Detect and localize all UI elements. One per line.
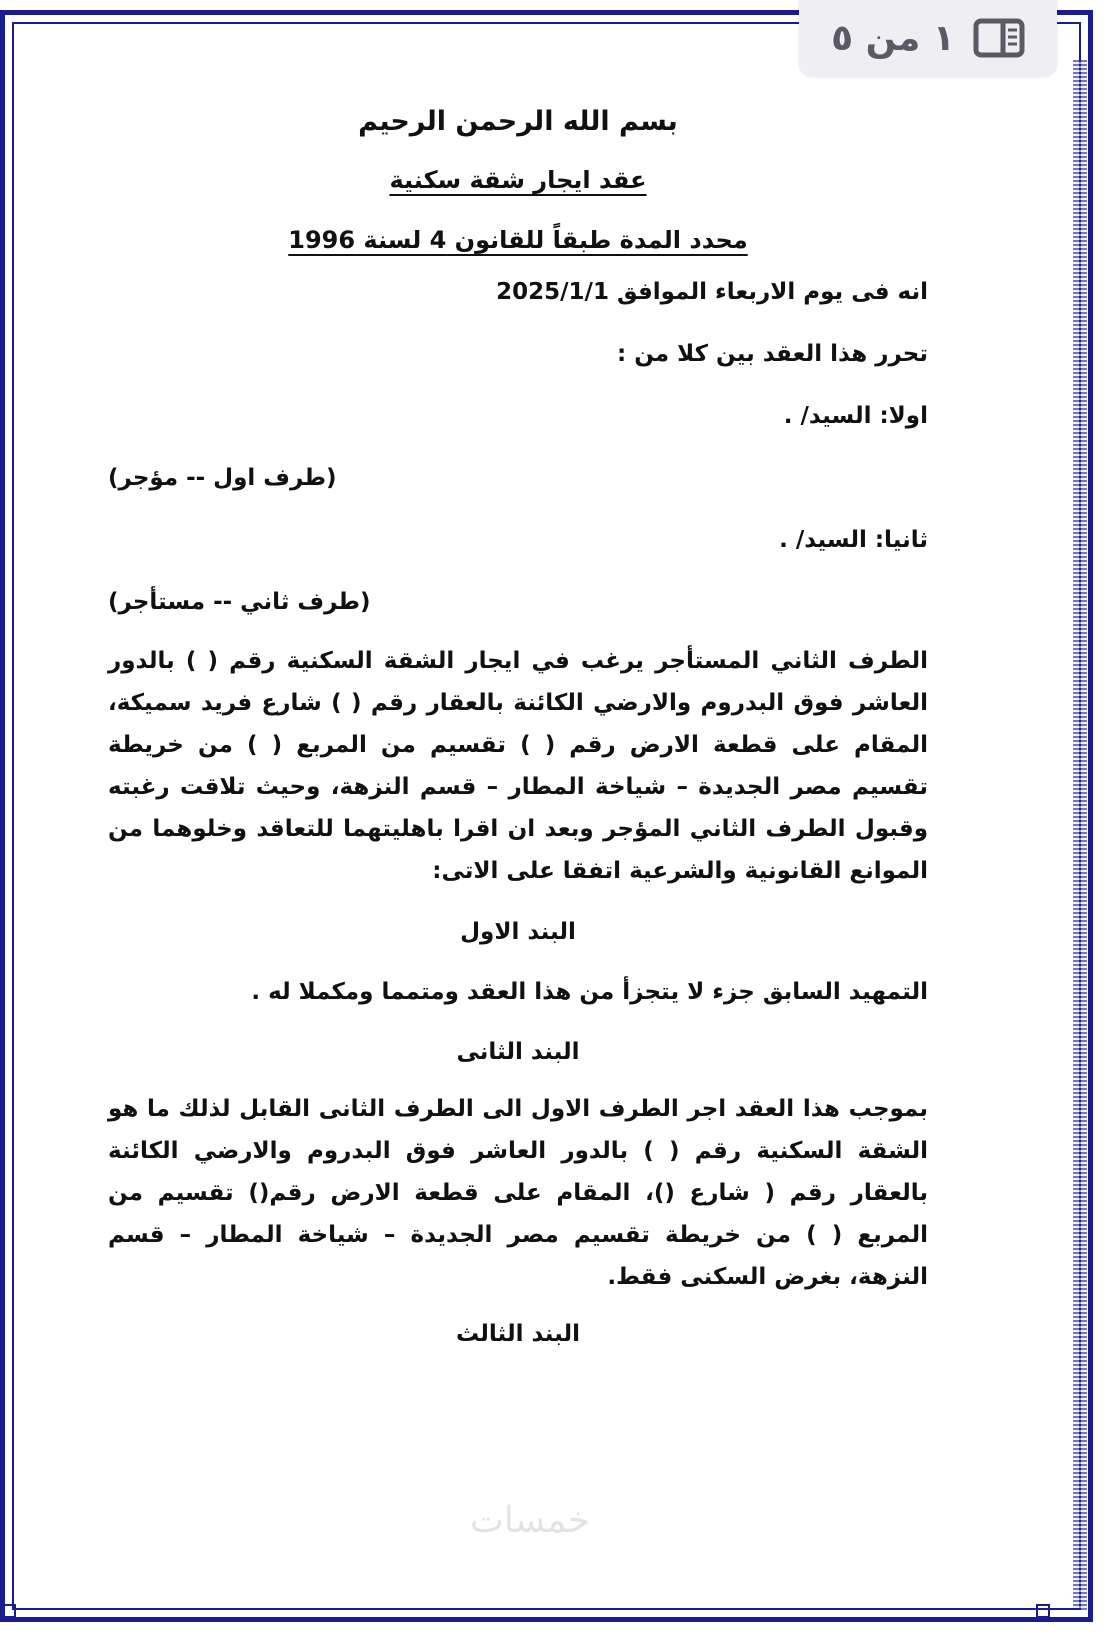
clause-2-title: البند الثانى [456,1039,580,1065]
intro-line: تحرر هذا العقد بين كلا من : [617,341,928,367]
frame-corner-bottom-left [2,1604,16,1618]
frame-corner-bottom-right [1036,1604,1050,1618]
clause-1-title: البند الاول [460,919,576,945]
contract-title-text: عقد ايجار شقة سكنية [389,166,647,194]
page-indicator-text: ١ من ٥ [831,17,955,59]
reader-view-icon[interactable] [973,18,1025,58]
first-party-line: اولا: السيد/ . [783,403,928,429]
clause-3-title: البند الثالث [455,1321,581,1347]
first-party-role: (طرف اول -- مؤجر) [108,465,337,491]
law-subtitle-text: محدد المدة طبقاً للقانون 4 لسنة 1996 [288,226,748,254]
page-frame-strip [1073,60,1087,1610]
preamble-paragraph: الطرف الثاني المستأجر يرغب في ايجار الشقة السكنية رقم ( ) بالدور العاشر فوق البدروم والارضي الكائنة بالعقار رقم ( ) شارع فريد سميكة، المقام على قطعة الارض رقم ( ) تقسيم من المربع ( ) من خريطة تقسيم مصر الجديدة – شياخة المطار – قسم النزهة، وحيث تلاقت رغبته وقبول الطرف الثاني المؤجر وبعد ان اقرا باهليتهما للتعاقد وخلوهما من الموانع القانونية والشرعية اتفقا على الاتى: [108,648,928,884]
law-subtitle [108,220,928,260]
basmala: بسم الله الرحمن الرحيم [358,106,678,137]
contract-document [108,96,928,1352]
contract-title [108,160,928,200]
date-line: انه فى يوم الاربعاء الموافق 2025/1/1 [496,279,928,305]
second-party-role: (طرف ثاني -- مستأجر) [108,589,371,615]
page-indicator[interactable] [799,0,1057,76]
clause-1-text: التمهيد السابق جزء لا يتجزأ من هذا العقد ومتمما ومكملا له . [251,979,928,1005]
clause-2-text: بموجب هذا العقد اجر الطرف الاول الى الطرف الثانى القابل لذلك ما هو الشقة السكنية رقم ( ) بالدور العاشر فوق البدروم والارضي الكائنة بالعقار رقم ( شارع ()، المقام على قطعة الارض رقم() تقسيم من المربع ( ) من خريطة تقسيم مصر الجديدة – شياخة المطار – قسم النزهة، بغرض السكنى فقط. [108,1096,928,1290]
second-party-line: ثانيا: السيد/ . [779,527,928,553]
watermark: خمسات [470,1500,591,1541]
